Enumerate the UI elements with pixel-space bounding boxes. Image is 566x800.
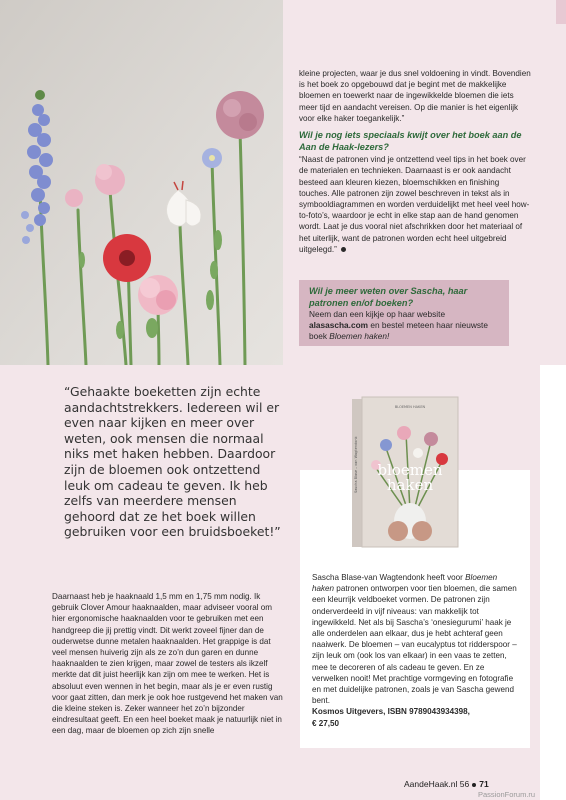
publisher-info: Kosmos Uitgevers, ISBN 9789043934398, bbox=[312, 707, 470, 717]
end-bullet bbox=[341, 247, 346, 252]
watermark: PassionForum.ru bbox=[478, 790, 536, 799]
info-box-question: Wil je meer weten over Sascha, haar patronen en/of boeken? bbox=[309, 286, 468, 308]
article-paragraph-text: “Naast de patronen vind je ontzettend veel tips in het boek over de materialen en technieken. Daarnaast is er ook aandacht besteed aan kleuren kiezen, bloemschikken en finishing touches. Alle patronen zijn zowel beschreven in tekst als in symbooldiagrammen en worden verduidelijkt met heel veel how-to-foto’s, waardoor je echt in elke stap aan de hand genomen wordt. Laat je dus vooral niet afschrikken door het materiaal of het uiterlijk, want de patronen worden echt heel uitgebreid uitgelegd.” bbox=[299, 155, 530, 254]
website-link[interactable]: alasascha.com bbox=[309, 319, 369, 330]
info-box-text-part: en bestel meteen haar nieuwste boek bbox=[309, 319, 488, 341]
crochet-flowers-photo bbox=[0, 0, 283, 365]
article-paragraph: kleine projecten, waar je dus snel voldoening in vindt. Bovendien is het boek zo opgebouwd dat je begint met de makkelijke bloemen en toewerkt naar de ingewikkelde bloemen die iets meer tijd en aandacht vereisen. Op die manier is het eigenlijk voor elke haker toegankelijk.” bbox=[299, 69, 531, 123]
book-cover-top-text: BLOEMEN HAKEN bbox=[394, 405, 426, 409]
book-cover-illustration bbox=[346, 393, 466, 553]
book-title: Bloemen haken! bbox=[329, 330, 390, 341]
footer-bullet bbox=[472, 783, 476, 787]
info-box-text bbox=[309, 309, 499, 341]
caption-book-title: Bloemen haken bbox=[312, 573, 498, 594]
book-cover-title-1: bloemen bbox=[377, 461, 443, 479]
magazine-name: AandeHaak.nl 56 bbox=[404, 779, 470, 789]
small-blue-flower bbox=[202, 148, 222, 168]
allium-flower bbox=[216, 91, 264, 139]
article-paragraph bbox=[299, 154, 531, 255]
page-footer bbox=[404, 779, 489, 789]
book-cover-title-2: haken bbox=[386, 476, 434, 494]
caption-text: Sascha Blase-van Wagtendonk heeft voor bbox=[312, 573, 466, 582]
pull-quote: “Gehaakte boeketten zijn echte aandachtstrekkers. Iedereen wil er even naar kijken en meer over weten, ook mensen die normaal niks met haken hebben. Daardoor zijn de bloemen ook ontzettend leuk om cadeau te geven. Ik heb zelfs van meerdere mensen gehoord dat ze het boek willen gebruiken voor een bruidsboeket!” bbox=[64, 384, 281, 540]
gerbera-flower bbox=[103, 234, 151, 282]
book-cover-image bbox=[346, 393, 466, 553]
interview-question: Wil je nog iets speciaals kwijt over het boek aan de Aan de Haak-lezers? bbox=[299, 130, 522, 152]
book-spine-text: Sascha Blase – van Wagtendonk bbox=[354, 436, 358, 493]
page-number: 71 bbox=[479, 779, 489, 789]
info-box bbox=[299, 280, 509, 346]
caption-text: patronen ontworpen voor tien bloemen, die samen een kleurrijk veldboeket vormen. De patronen zijn onderverdeeld in vijf niveaus: van makkelijk tot ingewikkeld. Net als bij Sascha’s ‘onesiegurumi’ haak je alle onderdelen aan elkaar, dus je hebt achteraf geen naaiwerk. De bloemen – van eucalyptus tot ridderspoor – zijn leuk om (ook los van elkaar) in een vaas te zetten, mee te decoreren of als cadeau te geven. En ze verwelken nooit! Met prachtige vormgeving en fotografie en met duidelijke patronen, zoals je van Sascha gewend bent. bbox=[312, 584, 517, 706]
info-box-text-part: Neem dan een kijkje op haar website bbox=[309, 309, 446, 320]
article-bottom-column: Daarnaast heb je haaknaald 1,5 mm en 1,75 mm nodig. Ik gebruik Clover Amour haaknaalden, maar adviseer vooral om hier ergonomische haaknaalden voor te gebruiken met een handgreep die jij prettig vindt. Dit werkt zoveel fijner dan de ouderwetse dunne metalen haaknaalden. Het grappige is dat veel mensen huiverig zijn als ze zo’n dun garen en dunne haaknaalden te zien krijgen, maar zowel de testers als ikzelf merkte dat dit juist heerlijk kan zijn om mee te werken. Het is absoluut even wennen in het begin, maar als je er even rustig voor gaat zitten, dan merk je ook hoe rustgevend het maken van die kleine steken is. Zeker wanneer het zo’n bijzonder eindresultaat geeft. En een heel boeket maak je natuurlijk niet in een dag, maar de bloemen op zich zijn snelle bbox=[52, 592, 283, 736]
book-caption bbox=[312, 572, 520, 729]
article-top-column bbox=[299, 68, 531, 261]
book-price: € 27,50 bbox=[312, 718, 340, 728]
carnation-pink-large bbox=[138, 275, 178, 315]
flowers-illustration bbox=[0, 0, 283, 365]
page-edge-accent bbox=[556, 0, 566, 24]
